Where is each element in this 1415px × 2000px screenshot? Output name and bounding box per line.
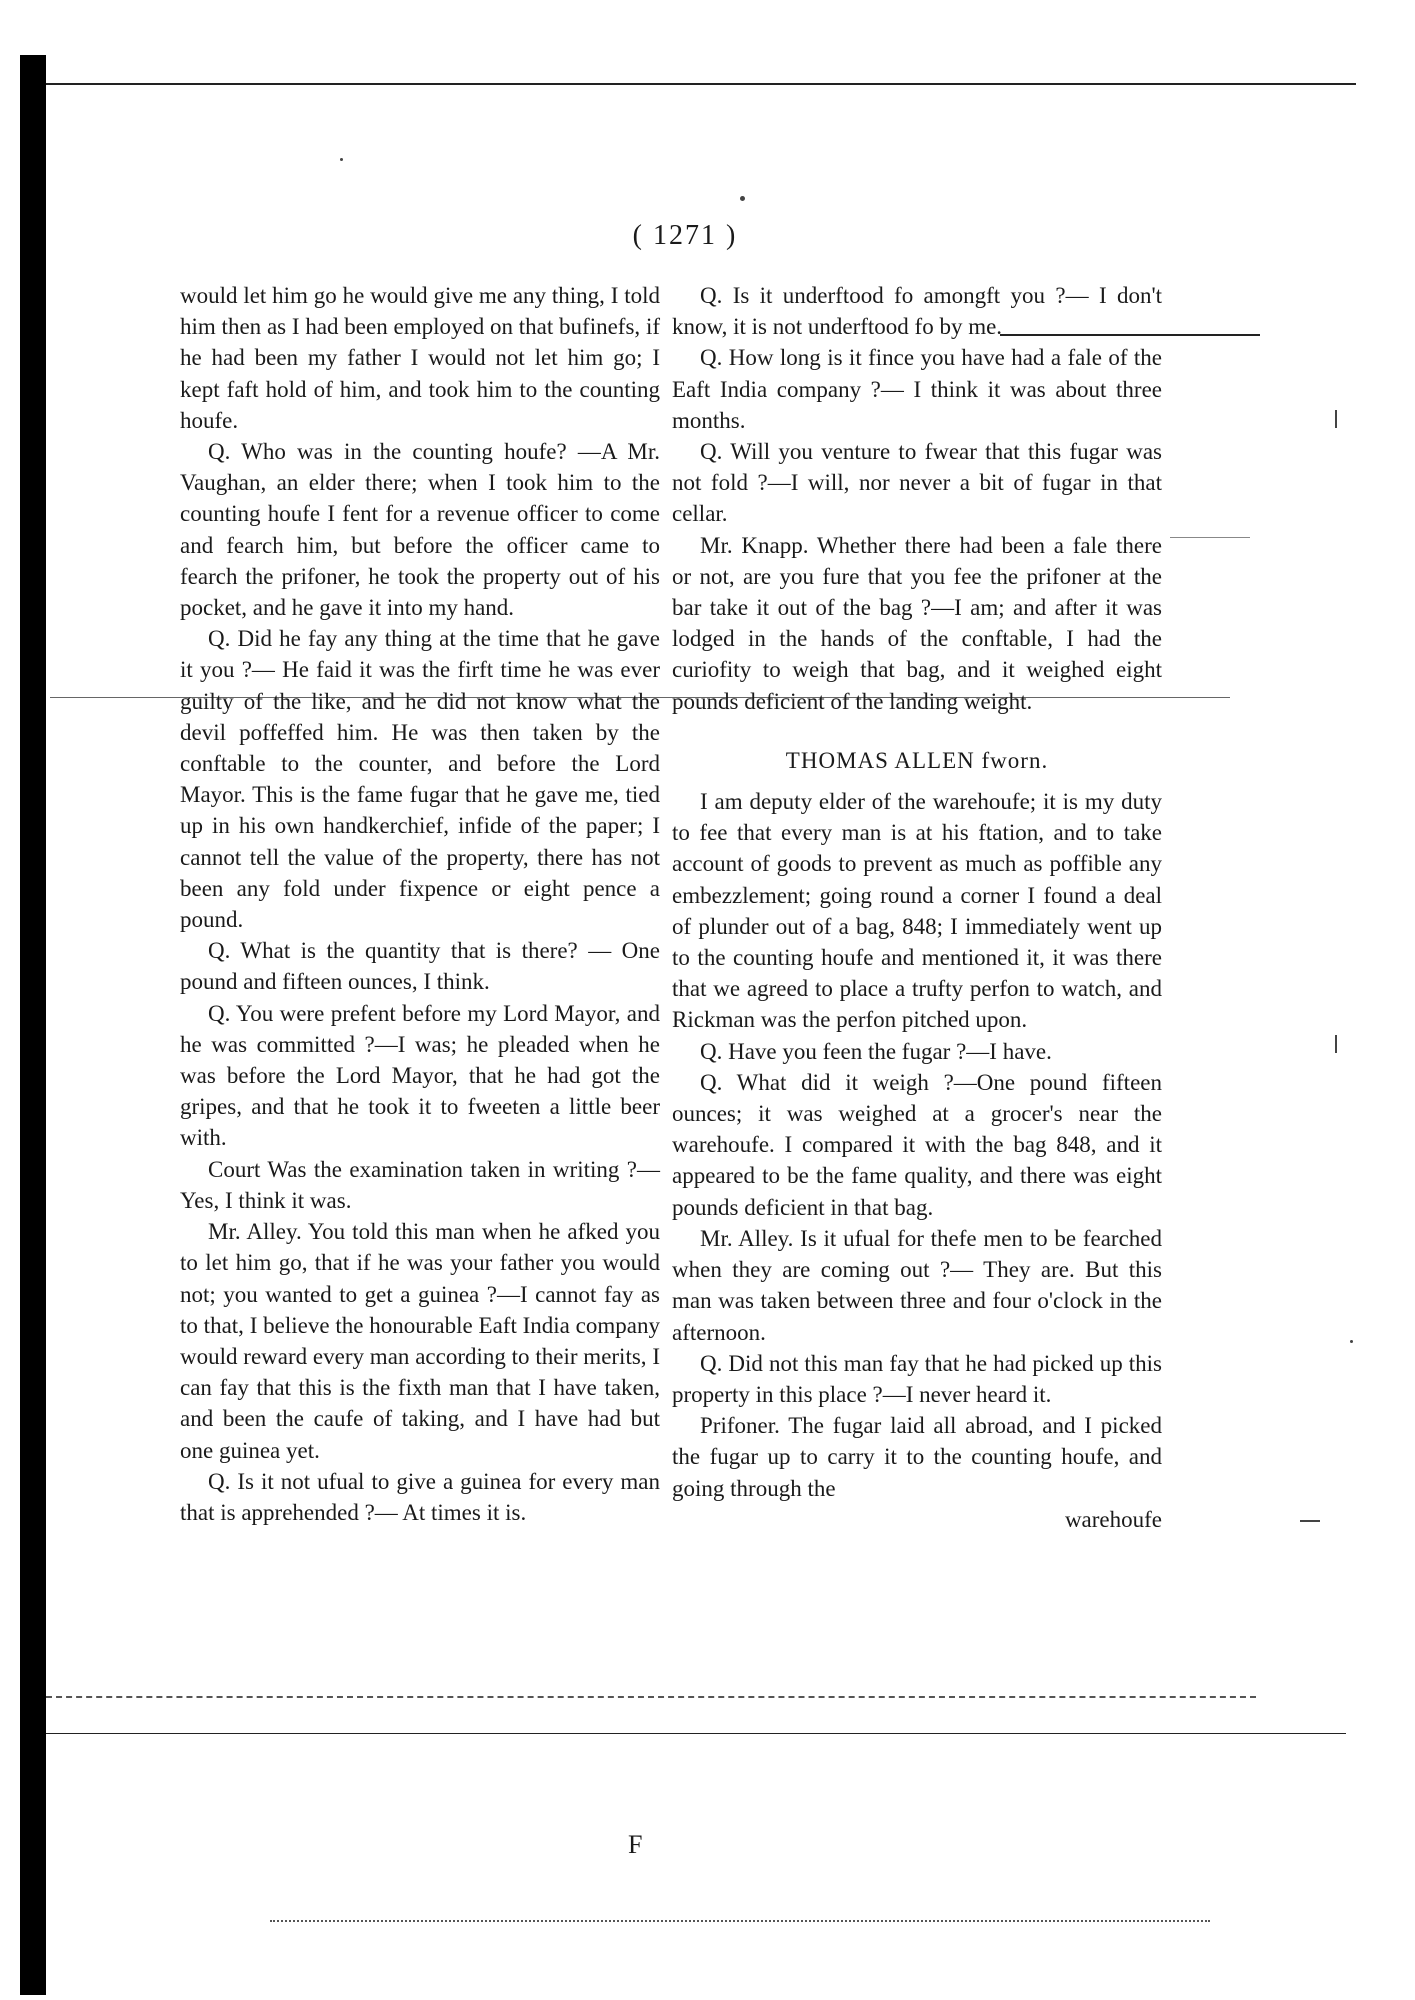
signature-mark: F bbox=[628, 1830, 643, 1859]
page-number: ( 1271 ) bbox=[632, 220, 738, 251]
paragraph: Q. Will you venture to fwear that this fugar was not fold ?—I will, nor never a bit of fugar in that cellar. bbox=[672, 439, 1162, 527]
scan-speck bbox=[1335, 410, 1337, 428]
ruled-line bbox=[270, 1920, 1210, 1922]
scan-speck bbox=[340, 158, 343, 161]
scan-speck bbox=[740, 196, 745, 201]
paragraph: Mr. Alley. You told this man when he afked you to let him go, that if he was your father you would not; you wanted to get a guinea ?—I cannot fay as to that, I believe the honourable Eaft India company would reward every man according to their merits, I can fay that this is the fixth man that I have taken, and been the caufe of taking, and I have had but one guinea yet. bbox=[180, 1219, 660, 1463]
paragraph: I am deputy elder of the warehoufe; it is my duty to fee that every man is at his ftation, and to take account of goods to prevent as much as poffible any embezzlement; going round a corner I found a deal of plunder out of a bag, 848; I immediately went up to the counting houfe and mentioned it, it was there that we agreed to place a trufty perfon to watch, and Rickman was the perfon pitched upon. bbox=[672, 789, 1162, 1033]
witness-heading: THOMAS ALLEN fworn. bbox=[785, 747, 1049, 773]
paragraph: Q. What did it weigh ?—One pound fifteen ounces; it was weighed at a grocer's near the warehoufe. I compared it with the bag 848, and it appeared to be the fame quality, and there was eight pounds deficient in that bag. bbox=[672, 1069, 1162, 1220]
paragraph: Q. Is it not ufual to give a guinea for every man that is apprehended ?— At times it is. bbox=[180, 1468, 660, 1525]
paragraph: Q. Have you feen the fugar ?—I have. bbox=[700, 1038, 1052, 1064]
catchword: warehoufe bbox=[1064, 1506, 1162, 1532]
paragraph: Q. You were prefent before my Lord Mayor, and he was committed ?—I was; he pleaded when he was before the Lord Mayor, that he had got the gripes, and that he took it to fweeten a little beer with. bbox=[180, 1000, 660, 1151]
paragraph: Q. What is the quantity that is there? — One pound and fifteen ounces, I think. bbox=[180, 938, 660, 995]
scan-speck bbox=[1300, 1520, 1320, 1522]
paragraph: Mr. Knapp. Whether there had been a fale there or not, are you fure that you fee the prifoner at the bar take it out of the bag ?—I am; and after it was lodged in the hands of the conftable, I had the curiofity to weigh that bag, and it weighed eight pounds deficient of the landing weight. bbox=[672, 532, 1162, 714]
scan-speck bbox=[1350, 1340, 1353, 1343]
binding-edge bbox=[20, 55, 46, 1995]
paragraph: Q. Is it underftood fo amongft you ?— I don't know, it is not underftood fo by me. bbox=[672, 283, 1162, 340]
paragraph: Q. Did not this man fay that he had picked up this property in this place ?—I never heard it. bbox=[672, 1350, 1162, 1407]
ruled-line bbox=[46, 1696, 1256, 1698]
paragraph: Q. Who was in the counting houfe? —A Mr. Vaughan, an elder there; when I took him to the counting houfe I fent for a revenue officer to come and fearch him, but before the officer came to fearch the prifoner, he took the property out of his pocket, and he gave it into my hand. bbox=[180, 439, 660, 621]
left-column bbox=[180, 280, 660, 1528]
paragraph: Q. How long is it fince you have had a fale of the Eaft India company ?— I think it was about three months. bbox=[672, 345, 1162, 433]
paragraph: Q. Did he fay any thing at the time that he gave it you ?— He faid it was the firft time he was ever guilty of the like, and he did not know what the devil poffeffed him. He was then taken by the conftable to the counter, and before the Lord Mayor. This is the fame fugar that he gave me, tied up in his own handkerchief, infide of the paper; I cannot tell the value of the property, there has not been any fold under fixpence or eight pence a pound. bbox=[180, 626, 660, 933]
top-rule bbox=[46, 83, 1356, 85]
paragraph: Court Was the examination taken in writing ?—Yes, I think it was. bbox=[180, 1156, 660, 1213]
scan-speck bbox=[1335, 1035, 1337, 1053]
paragraph: would let him go he would give me any thing, I told him then as I had been employed on that bufinefs, if he had been my father I would not let him go; I kept faft hold of him, and took him to the counting houfe. bbox=[180, 283, 660, 433]
ruled-line bbox=[1170, 537, 1250, 538]
ruled-line bbox=[46, 1733, 1346, 1734]
paragraph: Prifoner. The fugar laid all abroad, and I picked the fugar up to carry it to the counting houfe, and going through the bbox=[672, 1413, 1162, 1501]
paragraph: Mr. Alley. Is it ufual for thefe men to be fearched when they are coming out ?— They are. But this man was taken between three and four o'clock in the afternoon. bbox=[672, 1225, 1162, 1345]
right-column bbox=[672, 280, 1162, 1535]
